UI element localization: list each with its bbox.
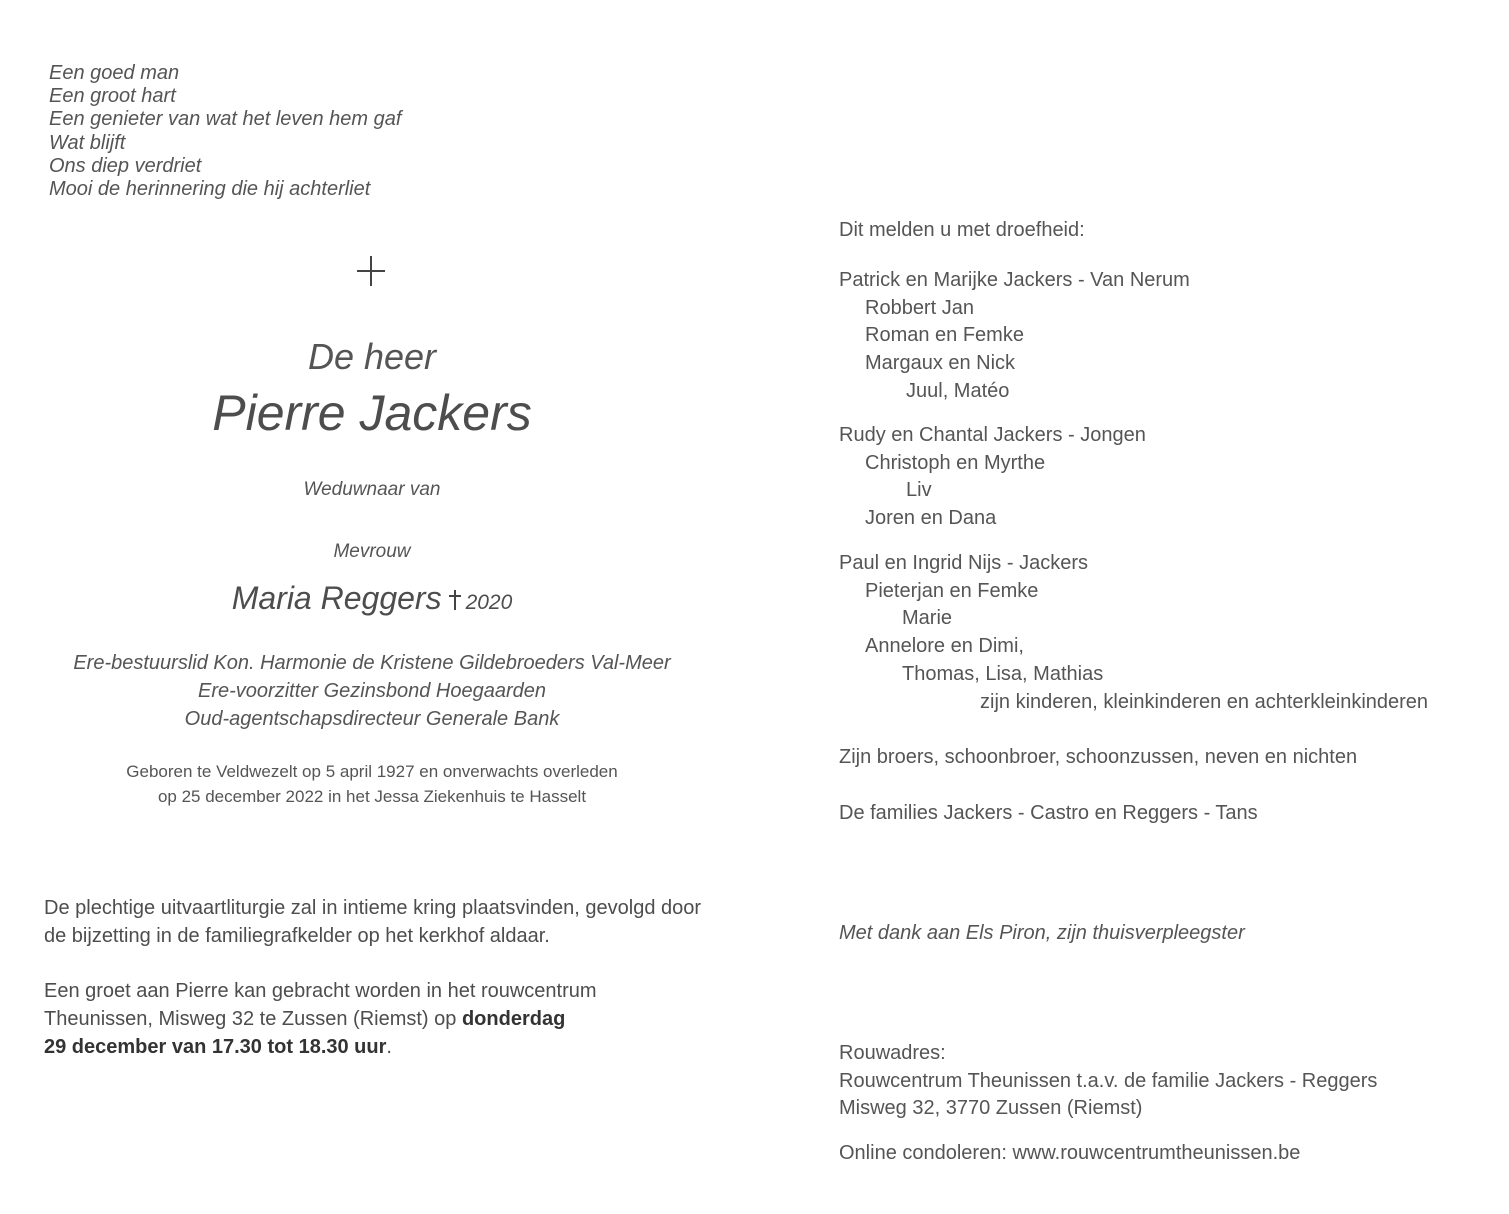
title-line: Ere-voorzitter Gezinsbond Hoegaarden [198,680,546,702]
address-line: Rouwcentrum Theunissen t.a.v. de familie Jackers - Reggers [839,1069,1378,1092]
visitation-paragraph [44,977,724,1061]
grandchild-names: Juul, Matéo [906,379,1010,402]
visitation-text: Theunissen, Misweg 32 te Zussen (Riemst) op [44,1008,462,1030]
thanks-line: Met dank aan Els Piron, zijn thuisverpleegster [839,922,1245,944]
widower-label: Weduwnaar van [303,479,441,500]
grandchild-names: Liv [906,479,932,502]
spouse-death-year: 2020 [465,591,513,614]
funeral-info [44,894,724,1061]
visitation-time: 29 december van 17.30 tot 18.30 uur [44,1036,387,1058]
siblings-line: Zijn broers, schoonbroer, schoonzussen, neven en nichten [839,746,1358,768]
visitation-text: Een groet aan Pierre kan gebracht worden in het rouwcentrum [44,980,597,1002]
poem-line: Wat blijft [49,131,126,154]
cross-icon [448,590,462,610]
visitation-text: . [386,1036,392,1058]
online-condolence: Online condoleren: www.rouwcentrumtheunissen.be [839,1142,1301,1164]
title-line: Oud-agentschapsdirecteur Generale Bank [184,708,560,730]
birth-line: op 25 december 2022 in het Jessa Ziekenhuis te Hasselt [157,787,587,806]
child-name: Roman en Femke [865,324,1024,347]
child-name: Annelore en Dimi, [865,635,1024,658]
family-head: Paul en Ingrid Nijs - Jackers [839,552,1088,574]
address-line: Misweg 32, 3770 Zussen (Riemst) [839,1097,1143,1120]
poem-line: Ons diep verdriet [49,154,202,177]
poem-line: Een groot hart [49,85,176,108]
cross-icon [354,252,388,292]
grandchild-names: Thomas, Lisa, Mathias [902,662,1104,685]
title-line: Ere-bestuurslid Kon. Harmonie de Kristene Gildebroeders Val-Meer [73,652,671,674]
child-name: Joren en Dana [865,507,997,530]
families-line: De families Jackers - Castro en Reggers - Tans [839,802,1258,824]
visitation-day: donderdag [461,1008,566,1030]
child-name: Robbert Jan [865,296,974,319]
child-name: Margaux en Nick [865,352,1016,375]
family-group [839,267,1190,406]
family-group [839,550,1428,716]
child-name: Pieterjan en Femke [865,579,1039,602]
family-head: Patrick en Marijke Jackers - Van Nerum [839,269,1190,291]
spouse-title: Mevrouw [333,541,411,562]
poem [49,62,401,201]
family-group [839,422,1146,533]
birth-line: Geboren te Veldwezelt op 5 april 1927 en onverwachts overleden [126,762,618,781]
grandchild-names: Marie [902,607,953,630]
honorary-titles [40,649,704,733]
poem-line: Een goed man [49,62,180,84]
funeral-paragraph: De plechtige uitvaartliturgie zal in intieme kring plaatsvinden, gevolgd door de bijzetting in de familiegrafkelder op het kerkhof aldaar. [44,897,702,947]
spouse-name: Maria Reggers [231,580,442,616]
poem-line: Mooi de herinnering die hij achterliet [49,178,371,201]
birth-death-info [40,759,704,809]
deceased-name: Pierre Jackers [212,385,532,441]
family-head: Rudy en Chantal Jackers - Jongen [839,424,1146,446]
address-label: Rouwadres: [839,1042,946,1064]
spouse-line [40,578,704,623]
relation-label: zijn kinderen, kleinkinderen en achterkleinkinderen [980,690,1429,713]
mourning-address [839,1040,1377,1123]
announcement-intro: Dit melden u met droefheid: [839,219,1085,241]
poem-line: Een genieter van wat het leven hem gaf [49,108,402,131]
deceased-title: De heer [307,336,437,377]
child-name: Christoph en Myrthe [865,451,1046,474]
